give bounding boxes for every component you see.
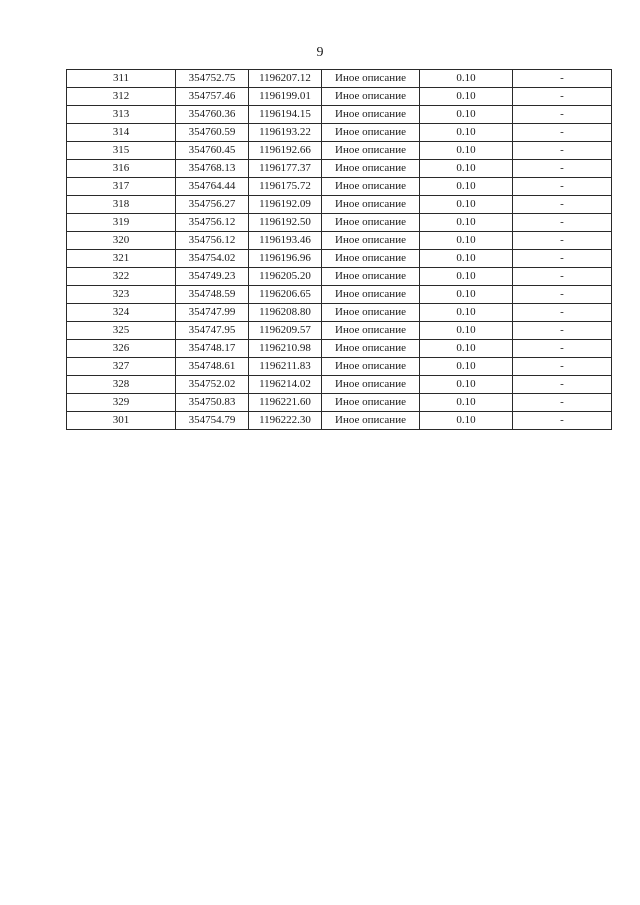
accuracy-cell: 0.10 — [420, 160, 513, 178]
note-cell: - — [513, 160, 612, 178]
table-row — [67, 250, 612, 268]
y-coordinate-cell: 1196199.01 — [249, 88, 322, 106]
y-coordinate-cell: 1196193.22 — [249, 124, 322, 142]
point-number-cell: 326 — [67, 340, 176, 358]
point-number-cell: 324 — [67, 304, 176, 322]
x-coordinate-cell: 354756.27 — [176, 196, 249, 214]
y-coordinate-cell: 1196208.80 — [249, 304, 322, 322]
coordinates-table-body — [67, 70, 612, 430]
accuracy-cell: 0.10 — [420, 412, 513, 430]
accuracy-cell: 0.10 — [420, 286, 513, 304]
y-coordinate-cell: 1196194.15 — [249, 106, 322, 124]
point-number-cell: 328 — [67, 376, 176, 394]
table-row — [67, 268, 612, 286]
accuracy-cell: 0.10 — [420, 376, 513, 394]
point-number-cell: 321 — [67, 250, 176, 268]
note-cell: - — [513, 232, 612, 250]
x-coordinate-cell: 354756.12 — [176, 232, 249, 250]
y-coordinate-cell: 1196221.60 — [249, 394, 322, 412]
point-number-cell: 320 — [67, 232, 176, 250]
x-coordinate-cell: 354748.17 — [176, 340, 249, 358]
y-coordinate-cell: 1196214.02 — [249, 376, 322, 394]
table-row — [67, 340, 612, 358]
accuracy-cell: 0.10 — [420, 304, 513, 322]
table-row — [67, 232, 612, 250]
description-cell: Иное описание — [322, 304, 420, 322]
description-cell: Иное описание — [322, 322, 420, 340]
x-coordinate-cell: 354748.61 — [176, 358, 249, 376]
table-row — [67, 178, 612, 196]
accuracy-cell: 0.10 — [420, 124, 513, 142]
point-number-cell: 325 — [67, 322, 176, 340]
table-row — [67, 376, 612, 394]
note-cell: - — [513, 322, 612, 340]
point-number-cell: 317 — [67, 178, 176, 196]
note-cell: - — [513, 70, 612, 88]
accuracy-cell: 0.10 — [420, 106, 513, 124]
description-cell: Иное описание — [322, 142, 420, 160]
accuracy-cell: 0.10 — [420, 88, 513, 106]
x-coordinate-cell: 354760.45 — [176, 142, 249, 160]
table-row — [67, 286, 612, 304]
accuracy-cell: 0.10 — [420, 268, 513, 286]
note-cell: - — [513, 412, 612, 430]
x-coordinate-cell: 354760.36 — [176, 106, 249, 124]
y-coordinate-cell: 1196209.57 — [249, 322, 322, 340]
accuracy-cell: 0.10 — [420, 142, 513, 160]
x-coordinate-cell: 354760.59 — [176, 124, 249, 142]
y-coordinate-cell: 1196192.66 — [249, 142, 322, 160]
x-coordinate-cell: 354748.59 — [176, 286, 249, 304]
page-number: 9 — [316, 45, 324, 60]
point-number-cell: 314 — [67, 124, 176, 142]
description-cell: Иное описание — [322, 70, 420, 88]
x-coordinate-cell: 354752.75 — [176, 70, 249, 88]
table-row — [67, 322, 612, 340]
description-cell: Иное описание — [322, 268, 420, 286]
point-number-cell: 329 — [67, 394, 176, 412]
point-number-cell: 319 — [67, 214, 176, 232]
description-cell: Иное описание — [322, 88, 420, 106]
description-cell: Иное описание — [322, 394, 420, 412]
y-coordinate-cell: 1196193.46 — [249, 232, 322, 250]
note-cell: - — [513, 214, 612, 232]
y-coordinate-cell: 1196192.09 — [249, 196, 322, 214]
accuracy-cell: 0.10 — [420, 178, 513, 196]
note-cell: - — [513, 268, 612, 286]
table-row — [67, 394, 612, 412]
description-cell: Иное описание — [322, 286, 420, 304]
note-cell: - — [513, 394, 612, 412]
table-row — [67, 358, 612, 376]
point-number-cell: 311 — [67, 70, 176, 88]
table-row — [67, 214, 612, 232]
x-coordinate-cell: 354752.02 — [176, 376, 249, 394]
accuracy-cell: 0.10 — [420, 70, 513, 88]
note-cell: - — [513, 286, 612, 304]
note-cell: - — [513, 376, 612, 394]
note-cell: - — [513, 88, 612, 106]
description-cell: Иное описание — [322, 178, 420, 196]
accuracy-cell: 0.10 — [420, 214, 513, 232]
note-cell: - — [513, 124, 612, 142]
table-row — [67, 142, 612, 160]
y-coordinate-cell: 1196196.96 — [249, 250, 322, 268]
point-number-cell: 316 — [67, 160, 176, 178]
point-number-cell: 327 — [67, 358, 176, 376]
x-coordinate-cell: 354764.44 — [176, 178, 249, 196]
table-row — [67, 412, 612, 430]
note-cell: - — [513, 358, 612, 376]
point-number-cell: 301 — [67, 412, 176, 430]
x-coordinate-cell: 354754.02 — [176, 250, 249, 268]
y-coordinate-cell: 1196207.12 — [249, 70, 322, 88]
table-row — [67, 124, 612, 142]
description-cell: Иное описание — [322, 412, 420, 430]
y-coordinate-cell: 1196206.65 — [249, 286, 322, 304]
description-cell: Иное описание — [322, 376, 420, 394]
description-cell: Иное описание — [322, 232, 420, 250]
y-coordinate-cell: 1196177.37 — [249, 160, 322, 178]
accuracy-cell: 0.10 — [420, 196, 513, 214]
y-coordinate-cell: 1196205.20 — [249, 268, 322, 286]
table-row — [67, 106, 612, 124]
x-coordinate-cell: 354747.95 — [176, 322, 249, 340]
note-cell: - — [513, 304, 612, 322]
point-number-cell: 315 — [67, 142, 176, 160]
note-cell: - — [513, 178, 612, 196]
description-cell: Иное описание — [322, 250, 420, 268]
description-cell: Иное описание — [322, 340, 420, 358]
description-cell: Иное описание — [322, 124, 420, 142]
note-cell: - — [513, 340, 612, 358]
point-number-cell: 312 — [67, 88, 176, 106]
point-number-cell: 322 — [67, 268, 176, 286]
y-coordinate-cell: 1196175.72 — [249, 178, 322, 196]
accuracy-cell: 0.10 — [420, 358, 513, 376]
accuracy-cell: 0.10 — [420, 340, 513, 358]
table-row — [67, 304, 612, 322]
table-row — [67, 70, 612, 88]
x-coordinate-cell: 354747.99 — [176, 304, 249, 322]
x-coordinate-cell: 354750.83 — [176, 394, 249, 412]
accuracy-cell: 0.10 — [420, 322, 513, 340]
description-cell: Иное описание — [322, 160, 420, 178]
y-coordinate-cell: 1196211.83 — [249, 358, 322, 376]
coordinates-table — [66, 69, 612, 430]
note-cell: - — [513, 142, 612, 160]
accuracy-cell: 0.10 — [420, 394, 513, 412]
note-cell: - — [513, 106, 612, 124]
point-number-cell: 318 — [67, 196, 176, 214]
x-coordinate-cell: 354756.12 — [176, 214, 249, 232]
y-coordinate-cell: 1196210.98 — [249, 340, 322, 358]
x-coordinate-cell: 354768.13 — [176, 160, 249, 178]
y-coordinate-cell: 1196222.30 — [249, 412, 322, 430]
description-cell: Иное описание — [322, 358, 420, 376]
description-cell: Иное описание — [322, 106, 420, 124]
table-row — [67, 88, 612, 106]
table-row — [67, 196, 612, 214]
description-cell: Иное описание — [322, 196, 420, 214]
description-cell: Иное описание — [322, 214, 420, 232]
table-row — [67, 160, 612, 178]
point-number-cell: 313 — [67, 106, 176, 124]
note-cell: - — [513, 250, 612, 268]
x-coordinate-cell: 354754.79 — [176, 412, 249, 430]
x-coordinate-cell: 354749.23 — [176, 268, 249, 286]
x-coordinate-cell: 354757.46 — [176, 88, 249, 106]
point-number-cell: 323 — [67, 286, 176, 304]
accuracy-cell: 0.10 — [420, 232, 513, 250]
accuracy-cell: 0.10 — [420, 250, 513, 268]
note-cell: - — [513, 196, 612, 214]
y-coordinate-cell: 1196192.50 — [249, 214, 322, 232]
